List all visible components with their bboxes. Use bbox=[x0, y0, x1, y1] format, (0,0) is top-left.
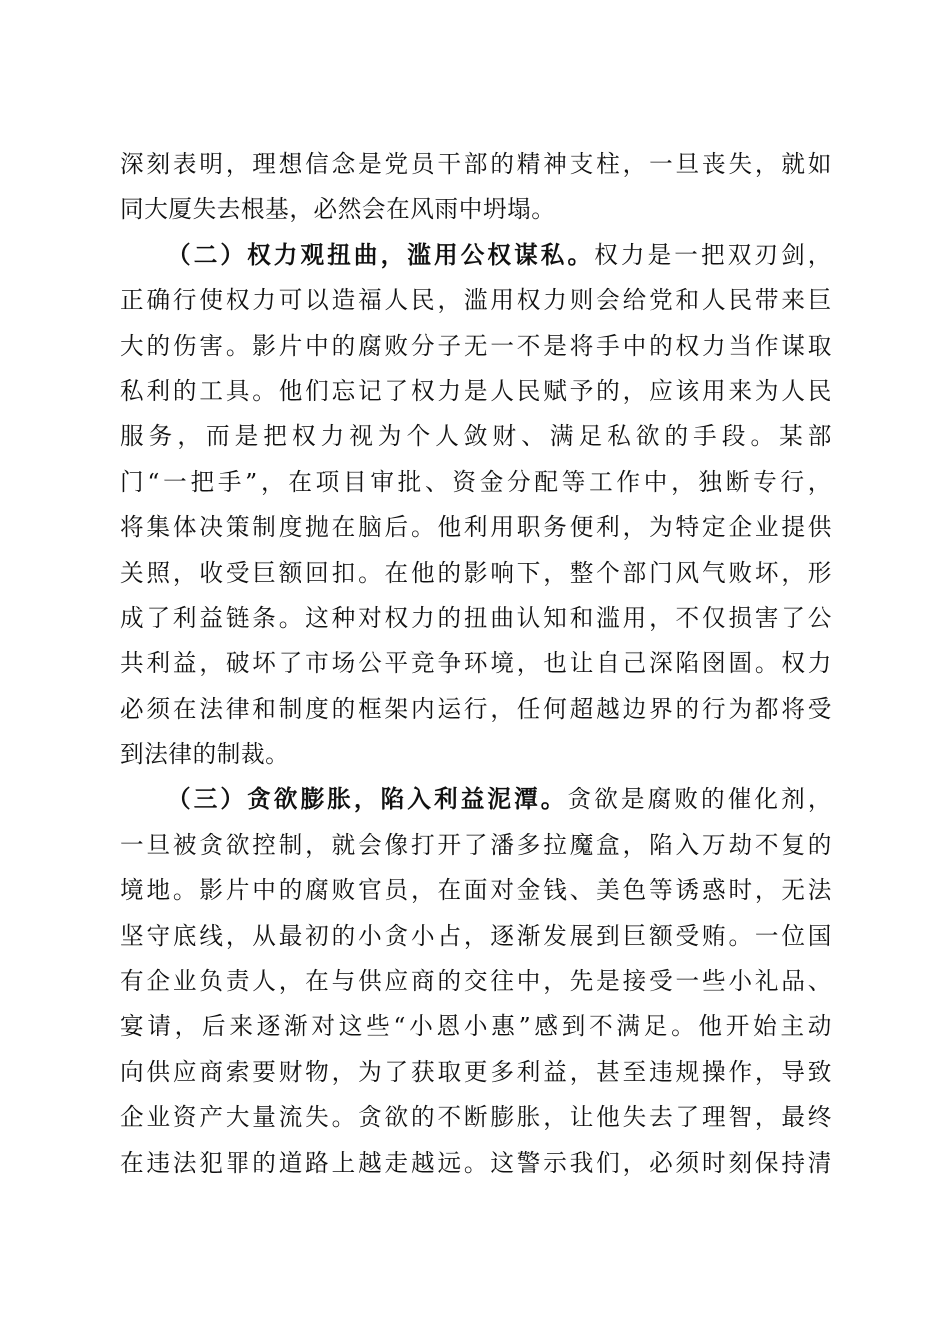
text-line: 私利的工具。他们忘记了权力是人民赋予的，应该用来为人民 bbox=[120, 376, 832, 405]
text-line: 境地。影片中的腐败官员，在面对金钱、美色等诱惑时，无法 bbox=[120, 876, 832, 905]
text-line: 大的伤害。影片中的腐败分子无一不是将手中的权力当作谋取 bbox=[120, 331, 832, 360]
paragraph-first-line bbox=[120, 233, 832, 278]
text-line: 门“一把手”，在项目审批、资金分配等工作中，独断专行， bbox=[120, 467, 832, 496]
paragraph-lead-text: 权力是一把双刃剑， bbox=[594, 240, 832, 269]
text-line: 同大厦失去根基，必然会在风雨中坍塌。 bbox=[120, 195, 556, 224]
paragraph-lead-text: 贪欲是腐败的催化剂， bbox=[567, 785, 833, 814]
text-line: 企业资产大量流失。贪欲的不断膨胀，让他失去了理智，最终 bbox=[120, 1103, 832, 1132]
section-heading: （二）权力观扭曲，滥用公权谋私。 bbox=[167, 240, 595, 269]
text-line: 成了利益链条。这种对权力的扭曲认知和滥用，不仅损害了公 bbox=[120, 603, 832, 632]
text-line: 共利益，破坏了市场公平竞争环境，也让自己深陷囹圄。权力 bbox=[120, 649, 832, 678]
text-line: 正确行使权力可以造福人民，滥用权力则会给党和人民带来巨 bbox=[120, 286, 832, 315]
text-line: 向供应商索要财物，为了获取更多利益，甚至违规操作，导致 bbox=[120, 1057, 832, 1086]
paragraph-first-line bbox=[120, 777, 832, 822]
text-line: 关照，收受巨额回扣。在他的影响下，整个部门风气败坏，形 bbox=[120, 558, 832, 587]
text-line: 服务，而是把权力视为个人敛财、满足私欲的手段。某部 bbox=[120, 422, 832, 451]
text-line: 一旦被贪欲控制，就会像打开了潘多拉魔盒，陷入万劫不复的 bbox=[120, 830, 832, 859]
text-line: 在违法犯罪的道路上越走越远。这警示我们，必须时刻保持清 bbox=[120, 1148, 832, 1177]
text-line: 必须在法律和制度的框架内运行，任何超越边界的行为都将受 bbox=[120, 694, 832, 723]
text-line: 深刻表明，理想信念是党员干部的精神支柱，一旦丧失，就如 bbox=[120, 150, 832, 178]
text-line: 有企业负责人，在与供应商的交往中，先是接受一些小礼品、 bbox=[120, 967, 832, 996]
document-body bbox=[120, 142, 832, 1186]
text-line: 到法律的制裁。 bbox=[120, 740, 290, 769]
text-line: 坚守底线，从最初的小贪小占，逐渐发展到巨额受贿。一位国 bbox=[120, 921, 832, 950]
section-heading: （三）贪欲膨胀，陷入利益泥潭。 bbox=[167, 785, 568, 814]
text-line: 将集体决策制度抛在脑后。他利用职务便利，为特定企业提供 bbox=[120, 513, 832, 542]
text-line: 宴请，后来逐渐对这些“小恩小惠”感到不满足。他开始主动 bbox=[120, 1012, 832, 1041]
